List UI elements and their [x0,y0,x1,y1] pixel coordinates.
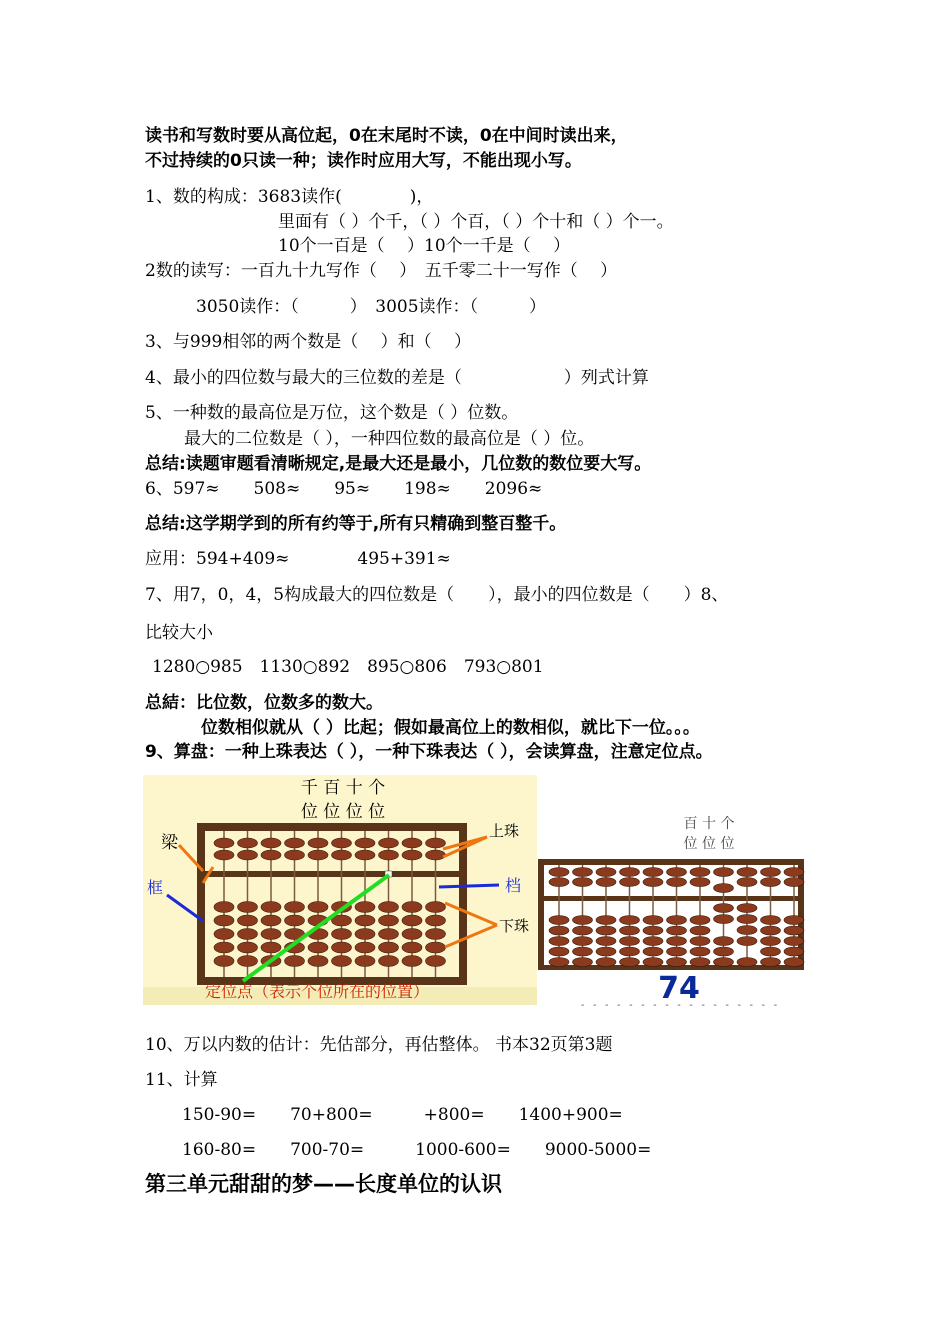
dash-line: - - - - - - - - - - - - - - - - - [579,1000,779,1010]
text-line: 160-80= 700-70= 1000-600= 9000-5000= [182,1140,652,1160]
abacus-bead [690,916,710,925]
abacus-bead [308,956,328,967]
unit-point-label: 定位点（表示个位所在的位置） [205,982,430,1001]
abacus-bead [573,868,593,877]
abacus-bead [761,878,781,887]
abacus-bead [714,958,734,967]
abacus-bead [308,850,328,860]
abacus-bead [784,868,804,877]
abacus-bead [784,958,804,967]
abacus-bead [714,868,734,877]
abacus-bead [238,915,258,926]
abacus-beam [205,871,459,877]
abacus-bead [214,850,234,860]
place-suffix: 位 位 位 位 [300,802,386,822]
abacus-bead [261,838,281,848]
abacus-diagram [143,775,537,1005]
abacus-bead [238,956,258,967]
abacus-bead [761,926,781,935]
text-line: 总结:这学期学到的所有约等于,所有只精确到整百整千。 [145,514,567,534]
abacus-bead [667,937,687,946]
abacus-bead [643,868,663,877]
abacus-bead [573,926,593,935]
abacus-bead [643,878,663,887]
abacus-bead [690,868,710,877]
abacus-bead [426,915,446,926]
text-line: 应用：594+409≈ 495+391≈ [145,549,451,569]
abacus-number: 74 [658,971,700,1006]
abacus-bead [238,838,258,848]
abacus-bead [784,878,804,887]
abacus-bead [238,929,258,940]
text-line: 10、万以内数的估计：先估部分，再估整体。 书本32页第3题 [145,1035,613,1055]
abacus-bead [308,942,328,953]
abacus-bead [690,958,710,967]
abacus-bead [426,838,446,848]
abacus-bead [573,916,593,925]
abacus-bead [402,902,422,913]
abacus-bead [285,902,305,913]
abacus-bead [308,902,328,913]
abacus-bead [549,926,569,935]
abacus-bead [761,958,781,967]
abacus-bead [285,850,305,860]
abacus-bead [784,916,804,925]
abacus-beads-2 [549,865,804,967]
abacus-bead [667,947,687,956]
abacus-bead [379,956,399,967]
abacus-bead [402,850,422,860]
abacus-bead [379,942,399,953]
abacus-bead [690,926,710,935]
abacus-bead [261,942,281,953]
abacus-bead [667,878,687,887]
upper-bead-label: 上珠 [489,822,520,840]
text-line: 1、数的构成：3683读作( )， [145,187,434,207]
abacus-bead [285,915,305,926]
abacus-bead [355,956,375,967]
abacus-bead [596,937,616,946]
abacus-bead [714,915,734,924]
abacus-bead [667,868,687,877]
text-line: 里面有（ ）个千，（ ）个百，（ ）个十和（ ）个一。 [278,212,674,232]
abacus-bead [261,850,281,860]
abacus-bead [549,947,569,956]
text-line: 3050读作：（ ） 3005读作：（ ） [196,297,547,317]
abacus-bead [355,838,375,848]
abacus-bead [214,929,234,940]
abacus-bead [620,878,640,887]
abacus-bead [761,947,781,956]
abacus-bead [332,942,352,953]
abacus-bead [402,942,422,953]
abacus-bead [667,926,687,935]
abacus-bead [620,926,640,935]
abacus-bead [355,929,375,940]
abacus-bead [332,838,352,848]
abacus-bead [355,850,375,860]
abacus-bead [690,878,710,887]
abacus-bead [426,902,446,913]
abacus-bead [737,937,757,946]
abacus-bead [214,838,234,848]
abacus-bead [573,947,593,956]
abacus-bead [549,878,569,887]
abacus-bead [643,916,663,925]
place-suffix-2: 位 位 位 [683,836,735,852]
abacus-bead [379,915,399,926]
abacus-bead [784,937,804,946]
abacus-bead [620,958,640,967]
text-line: 10个一百是（ ）10个一千是（ ） [278,236,571,256]
text-line: 11、计算 [145,1070,218,1090]
text-line: 读书和写数时要从高位起，0在末尾时不读，0在中间时读出来， [145,126,628,146]
abacus-bead [643,937,663,946]
abacus-bead [761,868,781,877]
abacus-bead [238,942,258,953]
section-heading: 第三单元甜甜的梦——长度单位的认识 [145,1172,502,1196]
abacus-bead [426,929,446,940]
abacus-bead [596,868,616,877]
abacus-bead [737,868,757,877]
rod-pointer [439,885,499,887]
abacus-bead [596,926,616,935]
text-line: 9、算盘：一种上珠表达（ ），一种下珠表达（ ），会读算盘，注意定位点。 [145,742,713,762]
abacus-bead [643,958,663,967]
abacus-bead [573,937,593,946]
text-line: 4、最小的四位数与最大的三位数的差是（ ）列式计算 [145,368,649,388]
abacus-bead [332,850,352,860]
abacus-bead [714,947,734,956]
abacus-bead [761,937,781,946]
abacus-bead [714,884,734,893]
abacus-bead [737,878,757,887]
abacus-bead [714,937,734,946]
abacus-bead [596,878,616,887]
lower-bead-label: 下珠 [499,917,530,935]
abacus-bead [549,937,569,946]
abacus-bead [573,958,593,967]
abacus-bead [784,947,804,956]
abacus-bead [596,947,616,956]
abacus-bead [332,929,352,940]
abacus-bead [379,902,399,913]
abacus-bead [667,916,687,925]
abacus-bead [549,868,569,877]
abacus-bead [355,902,375,913]
abacus-bead [214,902,234,913]
abacus-bead [714,904,734,913]
abacus-bead [573,878,593,887]
place-names: 千 百 十 个 [300,778,386,798]
frame-label: 框 [147,878,164,897]
abacus-bead [285,838,305,848]
abacus-bead [667,958,687,967]
abacus-bead [643,947,663,956]
text-line: 1280○985 1130○892 895○806 793○801 [152,657,544,677]
abacus-bead [596,958,616,967]
abacus-bead [690,947,710,956]
abacus-bead [379,929,399,940]
abacus-bead [214,956,234,967]
abacus-bead [549,916,569,925]
abacus-bead [737,915,757,924]
abacus-bead [308,838,328,848]
abacus-bead [402,915,422,926]
abacus-bead [620,868,640,877]
text-line: 最大的二位数是（ ），一种四位数的最高位是（ ）位。 [184,429,595,449]
text-line: 5、一种数的最高位是万位，这个数是（ ）位数。 [145,403,519,423]
text-line: 6、597≈ 508≈ 95≈ 198≈ 2096≈ [145,479,543,499]
abacus-bead [214,942,234,953]
abacus-bead [690,937,710,946]
text-line: 位数相似就从（ ）比起；假如最高位上的数相似，就比下一位。。。 [201,718,700,738]
abacus-bead [379,838,399,848]
abacus-bead [261,902,281,913]
abacus-bead [402,929,422,940]
abacus-bead [214,915,234,926]
abacus-bead [355,942,375,953]
text-line: 总結：比位数，位数多的数大。 [145,693,383,713]
abacus-bead [426,956,446,967]
abacus-bead [620,937,640,946]
text-line: 3、与999相邻的两个数是（ ）和（ ） [145,332,472,352]
abacus-bead [426,850,446,860]
text-line: 比较大小 [145,623,213,643]
abacus-bead [761,916,781,925]
abacus-bead [285,956,305,967]
abacus-bead [379,850,399,860]
place-names-2: 百 十 个 [683,816,735,832]
abacus-bead [238,902,258,913]
abacus-bead [261,915,281,926]
abacus-bead [737,904,757,913]
abacus-bead [620,947,640,956]
abacus-bead [784,926,804,935]
abacus-bead [620,916,640,925]
abacus-bead [238,850,258,860]
abacus-bead [332,956,352,967]
abacus-74-diagram [537,800,805,1010]
beam-label: 梁 [161,833,178,853]
abacus-bead [261,929,281,940]
abacus-bead [737,926,757,935]
abacus-bead [643,926,663,935]
abacus-bead [426,942,446,953]
text-line: 2数的读写：一百九十九写作（ ） 五千零二十一写作（ ） [145,261,618,281]
text-line: 不过持续的0只读一种；读作时应用大写，不能出现小写。 [145,151,582,171]
text-line: 150-90= 70+800= +800= 1400+900= [182,1105,623,1125]
abacus-bead [596,916,616,925]
abacus-bead [402,838,422,848]
abacus-bead [355,915,375,926]
rod-label: 档 [505,876,522,895]
text-line: 7、用7，0，4，5构成最大的四位数是（ ），最小的四位数是（ ）8、 [145,585,729,605]
abacus-bead [402,956,422,967]
abacus-bead [549,958,569,967]
abacus-bead [737,958,757,967]
text-line: 总结:读题审题看清晰规定,是最大还是最小，几位数的数位要大写。 [145,454,652,474]
